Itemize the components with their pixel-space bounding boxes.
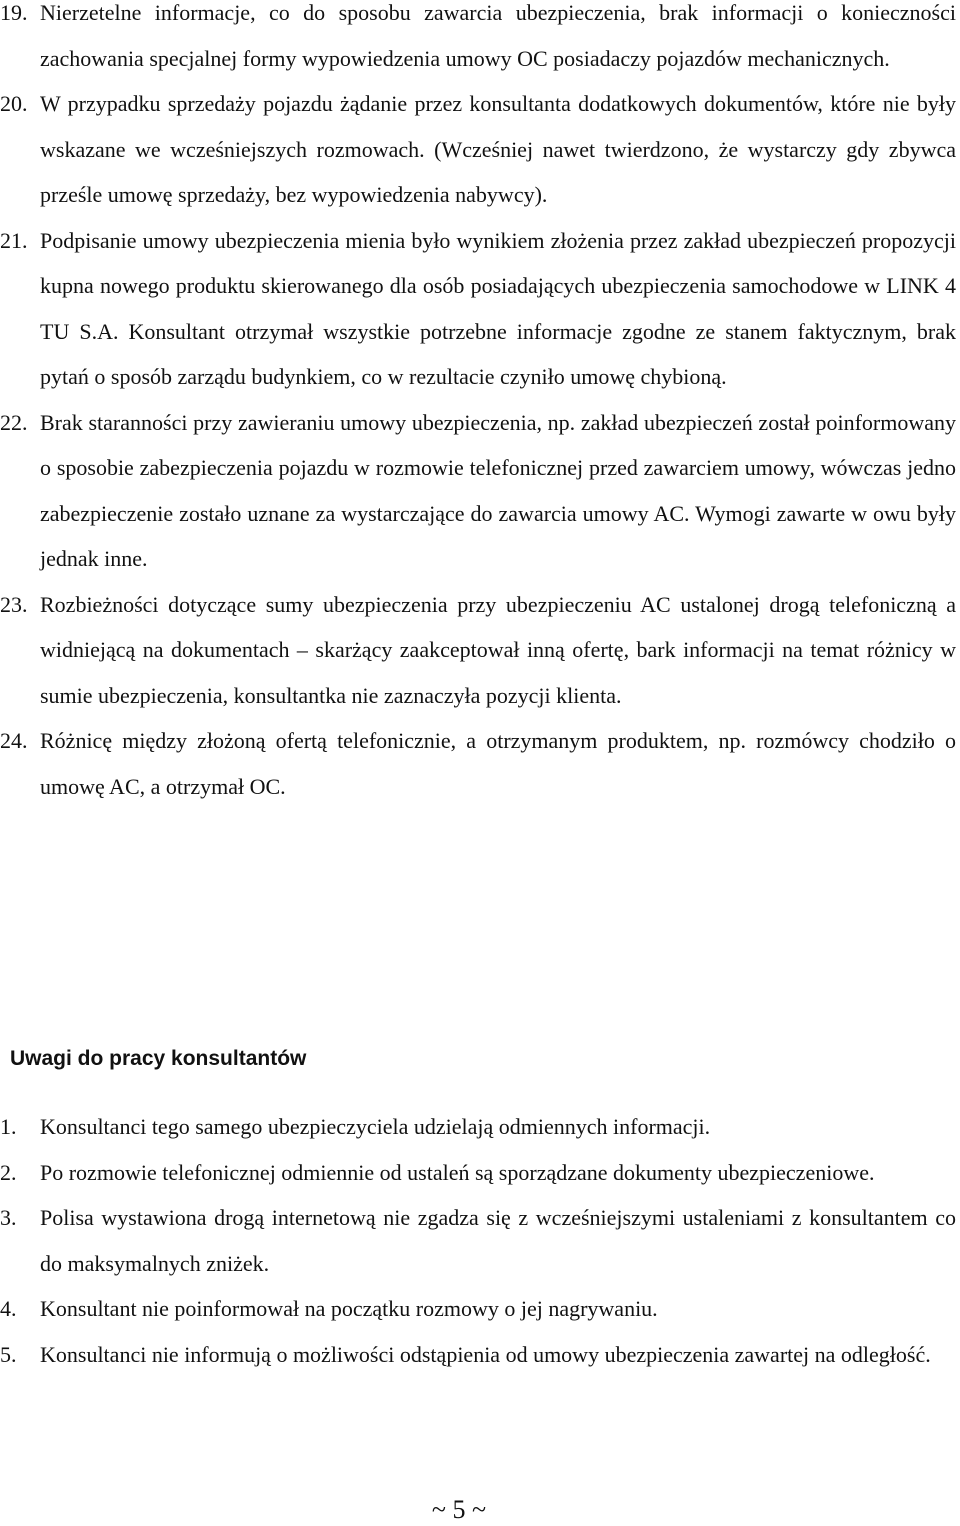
list-item-text: Konsultant nie poinformował na początku rozmowy o jej nagrywaniu. — [40, 1296, 658, 1321]
list-item-number: 24. — [0, 728, 28, 753]
list-item-number: 3. — [0, 1205, 17, 1230]
list-item-number: 22. — [0, 409, 28, 435]
list-item-number: 2. — [0, 1159, 17, 1185]
list-item-text: W przypadku sprzedaży pojazdu żądanie przez konsultanta dodatkowych dokumentów, które nie były wskazane we wcześniejszych rozmowach. (Wcześniej nawet twierdzono, że wystarczy gdy zbywca prześle umowę sprzedaży, bez wypowiedzenia nabywcy). — [40, 91, 956, 207]
list-item — [0, 1286, 956, 1332]
list-item-number: 4. — [0, 1296, 17, 1321]
list-item — [0, 1195, 956, 1286]
list-item-number: 19. — [0, 0, 28, 25]
list-item-text: Po rozmowie telefonicznej odmiennie od ustaleń są sporządzane dokumenty ubezpieczeniowe. — [40, 1159, 875, 1185]
list-item-text: Podpisanie umowy ubezpieczenia mienia było wynikiem złożenia przez zakład ubezpieczeń propozycji kupna nowego produktu skierowanego dla osób posiadających ubezpieczenia samochodowe w LINK 4 TU S.A. Konsultant otrzymał wszystkie potrzebne informacje zgodne ze stanem faktycznym, brak pytań o sposób zarządu budynkiem, co w rezultacie czyniło umowę chybioną. — [40, 227, 956, 389]
list-item — [0, 1104, 956, 1150]
list-item-number: 1. — [0, 1114, 17, 1139]
list-item — [0, 718, 956, 809]
list-item-number: 21. — [0, 227, 28, 253]
list-item — [0, 582, 956, 719]
list-item-text: Konsultanci nie informują o możliwości odstąpienia od umowy ubezpieczenia zawartej na odległość. — [40, 1341, 931, 1367]
list-item — [0, 0, 956, 81]
list-item — [0, 218, 956, 400]
consultant-remarks-list — [0, 1104, 956, 1377]
list-item-text: Rozbieżności dotyczące sumy ubezpieczenia przy ubezpieczeniu AC ustalonej drogą telefoniczną a widniejącą na dokumentach – skarżący zaakceptował inną ofertę, bark informacji na temat różnicy w sumie ubezpieczenia, konsultantka nie zaznaczyła pozycji klienta. — [40, 591, 956, 708]
list-item — [0, 1332, 956, 1378]
page-number: ~ 5 ~ — [431, 1495, 487, 1524]
list-item — [0, 400, 956, 582]
list-item-text: Nierzetelne informacje, co do sposobu zawarcia ubezpieczenia, brak informacji o konieczności zachowania specjalnej formy wypowiedzenia umowy OC posiadaczy pojazdów mechanicznych. — [40, 0, 956, 71]
list-item-number: 5. — [0, 1341, 17, 1367]
list-item-text: Brak staranności przy zawieraniu umowy ubezpieczenia, np. zakład ubezpieczeń został poinformowany o sposobie zabezpieczenia pojazdu w rozmowie telefonicznej przed zawarciem umowy, wówczas jedno zabezpieczenie zostało uznane za wystarczające do zawarcia umowy AC. Wymogi zawarte w owu były jednak inne. — [40, 409, 956, 571]
list-item — [0, 81, 956, 218]
list-item — [0, 1150, 956, 1196]
list-item-number: 23. — [0, 591, 28, 617]
list-item-number: 20. — [0, 91, 28, 116]
list-item-text: Konsultanci tego samego ubezpieczyciela udzielają odmiennych informacji. — [40, 1114, 711, 1139]
section-heading: Uwagi do pracy konsultantów — [10, 1047, 307, 1070]
list-item-text: Różnicę między złożoną ofertą telefonicznie, a otrzymanym produktem, np. rozmówcy chodziło o umowę AC, a otrzymał OC. — [40, 728, 956, 799]
list-item-text: Polisa wystawiona drogą internetową nie zgadza się z wcześniejszymi ustaleniami z konsultantem co do maksymalnych zniżek. — [40, 1205, 956, 1276]
